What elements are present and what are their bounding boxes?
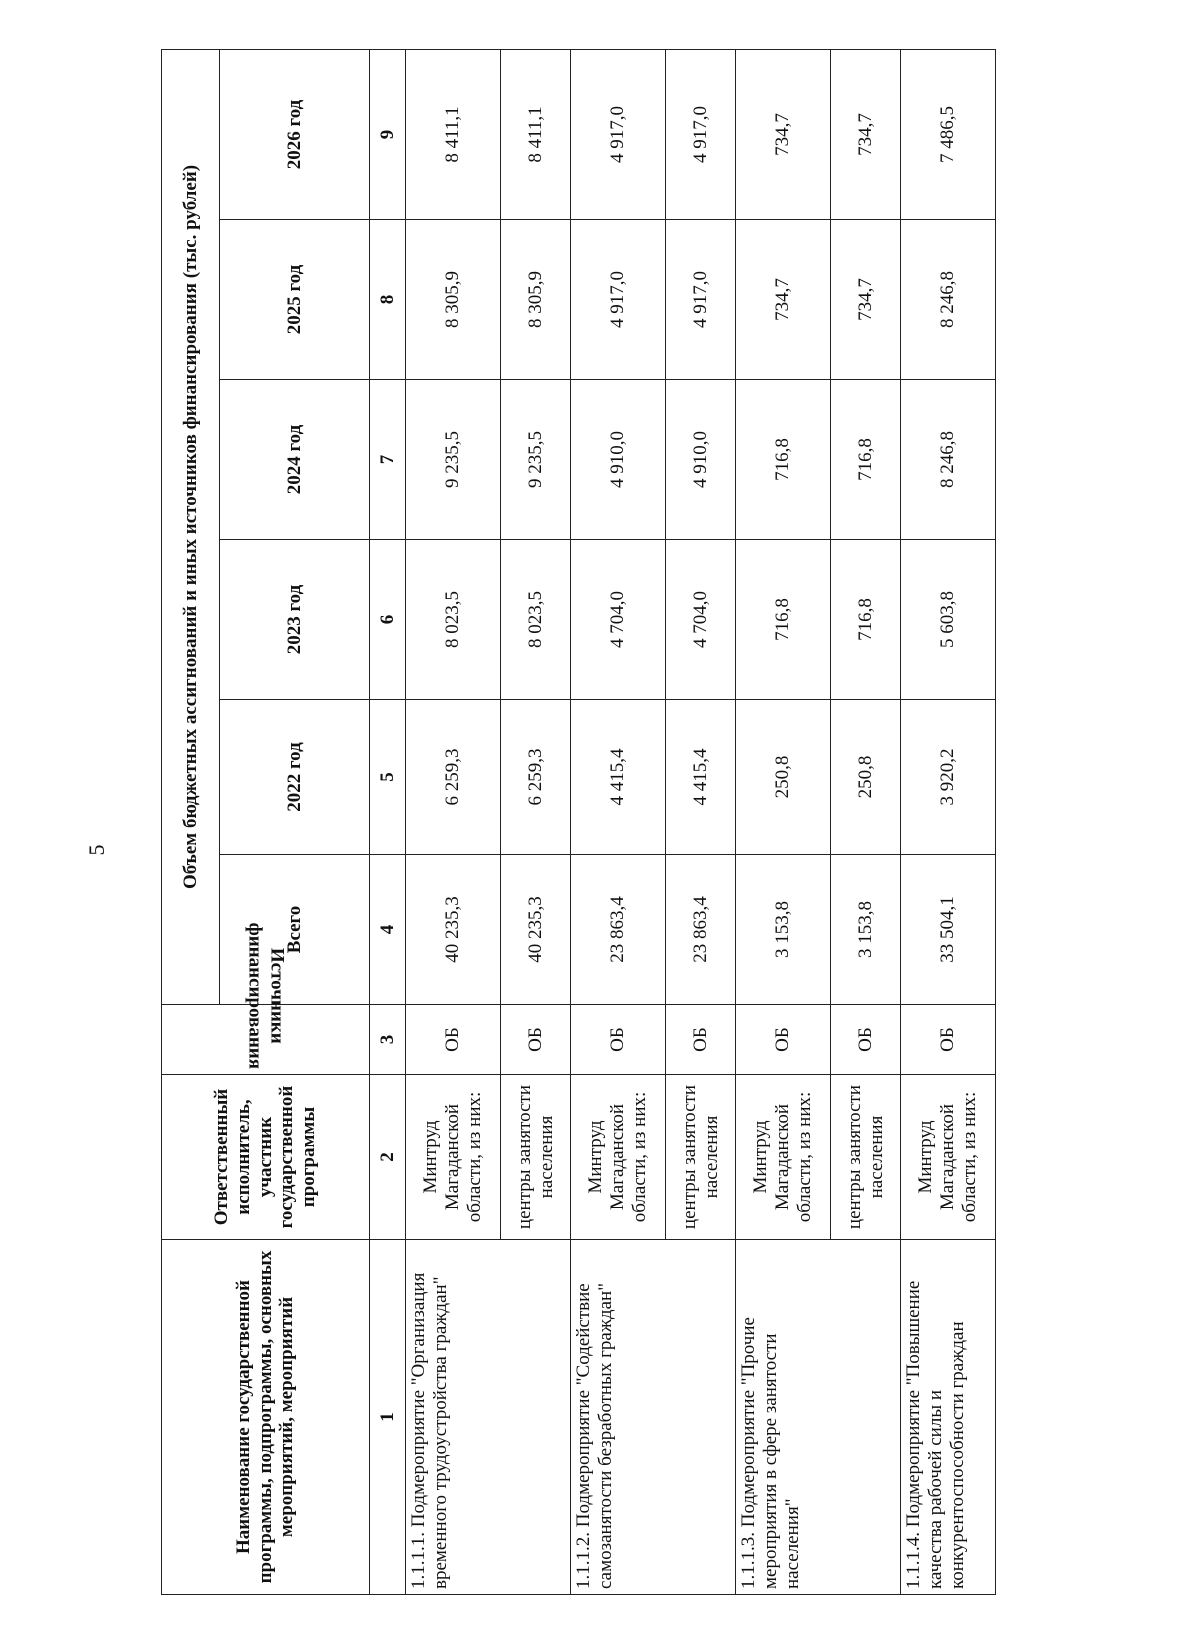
value-total: 23 863,4 bbox=[571, 855, 666, 1005]
executor: Минтруд Магаданской области, из них: bbox=[571, 1075, 666, 1240]
value-2025: 734,7 bbox=[736, 220, 831, 380]
header-2026: 2026 год bbox=[220, 49, 370, 219]
activity-name: 1.1.1.3. Подмероприятие "Прочие мероприятия в сфере занятости населения" bbox=[736, 1240, 901, 1595]
value-2023: 716,8 bbox=[831, 540, 901, 700]
executor: Минтруд Магаданской области, из них: bbox=[736, 1075, 831, 1240]
value-2023: 716,8 bbox=[736, 540, 831, 700]
value-2023: 4 704,0 bbox=[571, 540, 666, 700]
source: ОБ bbox=[831, 1005, 901, 1075]
value-2024: 4 910,0 bbox=[666, 380, 736, 540]
column-number: 7 bbox=[370, 380, 406, 540]
value-2022: 250,8 bbox=[736, 700, 831, 855]
value-2023: 5 603,8 bbox=[901, 540, 996, 700]
value-2025: 8 246,8 bbox=[901, 220, 996, 380]
value-2024: 8 246,8 bbox=[901, 380, 996, 540]
source: ОБ bbox=[406, 1005, 501, 1075]
value-total: 40 235,3 bbox=[501, 855, 571, 1005]
header-total: Всего bbox=[220, 855, 370, 1005]
header-source-text: Источники финансирования bbox=[244, 922, 288, 1069]
executor: центры занятости населения bbox=[501, 1075, 571, 1240]
executor: центры занятости населения bbox=[831, 1075, 901, 1240]
value-2024: 9 235,5 bbox=[406, 380, 501, 540]
table-row bbox=[901, 49, 996, 1594]
header-2024: 2024 год bbox=[220, 380, 370, 540]
header-2023: 2023 год bbox=[220, 540, 370, 700]
value-2025: 4 917,0 bbox=[666, 220, 736, 380]
source: ОБ bbox=[901, 1005, 996, 1075]
header-2022: 2022 год bbox=[220, 700, 370, 855]
value-2022: 3 920,2 bbox=[901, 700, 996, 855]
activity-name: 1.1.1.4. Подмероприятие "Повышение качества рабочей силы и конкурентоспособности граждан bbox=[901, 1240, 996, 1595]
executor: Минтруд Магаданской области, из них: bbox=[406, 1075, 501, 1240]
executor: центры занятости населения bbox=[666, 1075, 736, 1240]
value-2022: 250,8 bbox=[831, 700, 901, 855]
value-2024: 716,8 bbox=[831, 380, 901, 540]
source: ОБ bbox=[666, 1005, 736, 1075]
value-2022: 6 259,3 bbox=[406, 700, 501, 855]
executor: Минтруд Магаданской области, из них: bbox=[901, 1075, 996, 1240]
value-2026: 4 917,0 bbox=[666, 49, 736, 219]
value-2025: 734,7 bbox=[831, 220, 901, 380]
value-2023: 8 023,5 bbox=[406, 540, 501, 700]
activity-name: 1.1.1.1. Подмероприятие "Организация временного трудоустройства граждан" bbox=[406, 1240, 571, 1595]
financing-table-rotated bbox=[161, 50, 1021, 1595]
page-number: 5 bbox=[84, 844, 109, 856]
value-2025: 8 305,9 bbox=[406, 220, 501, 380]
value-total: 3 153,8 bbox=[831, 855, 901, 1005]
value-2026: 8 411,1 bbox=[406, 49, 501, 219]
table-row bbox=[406, 49, 501, 1594]
value-2026: 734,7 bbox=[736, 49, 831, 219]
source: ОБ bbox=[736, 1005, 831, 1075]
column-number: 6 bbox=[370, 540, 406, 700]
value-2024: 4 910,0 bbox=[571, 380, 666, 540]
value-total: 3 153,8 bbox=[736, 855, 831, 1005]
value-2022: 4 415,4 bbox=[571, 700, 666, 855]
column-number: 3 bbox=[370, 1005, 406, 1075]
value-2026: 734,7 bbox=[831, 49, 901, 219]
table-row bbox=[736, 49, 831, 1594]
source: ОБ bbox=[501, 1005, 571, 1075]
value-total: 23 863,4 bbox=[666, 855, 736, 1005]
column-number: 9 bbox=[370, 49, 406, 219]
value-2026: 8 411,1 bbox=[501, 49, 571, 219]
column-number-row bbox=[370, 49, 406, 1594]
column-number: 8 bbox=[370, 220, 406, 380]
header-name: Наименование государственной программы, подпрограммы, основных мероприятий, мероприятий bbox=[162, 1240, 370, 1595]
column-number: 5 bbox=[370, 700, 406, 855]
column-number: 2 bbox=[370, 1075, 406, 1240]
header-2025: 2025 год bbox=[220, 220, 370, 380]
source: ОБ bbox=[571, 1005, 666, 1075]
value-2024: 716,8 bbox=[736, 380, 831, 540]
value-2022: 4 415,4 bbox=[666, 700, 736, 855]
financing-table bbox=[161, 49, 996, 1595]
value-2022: 6 259,3 bbox=[501, 700, 571, 855]
value-2023: 4 704,0 bbox=[666, 540, 736, 700]
table-row bbox=[571, 49, 666, 1594]
value-total: 33 504,1 bbox=[901, 855, 996, 1005]
value-2023: 8 023,5 bbox=[501, 540, 571, 700]
value-total: 40 235,3 bbox=[406, 855, 501, 1005]
activity-name: 1.1.1.2. Подмероприятие "Содействие самозанятости безработных граждан" bbox=[571, 1240, 736, 1595]
value-2026: 7 486,5 bbox=[901, 49, 996, 219]
value-2025: 4 917,0 bbox=[571, 220, 666, 380]
header-volume: Объем бюджетных ассигнований и иных источников финансирования (тыс. рублей) bbox=[162, 49, 220, 1004]
header-executor: Ответственный исполнитель, участник государственной программы bbox=[162, 1075, 370, 1240]
column-number: 1 bbox=[370, 1240, 406, 1595]
column-number: 4 bbox=[370, 855, 406, 1005]
value-2025: 8 305,9 bbox=[501, 220, 571, 380]
value-2026: 4 917,0 bbox=[571, 49, 666, 219]
value-2024: 9 235,5 bbox=[501, 380, 571, 540]
